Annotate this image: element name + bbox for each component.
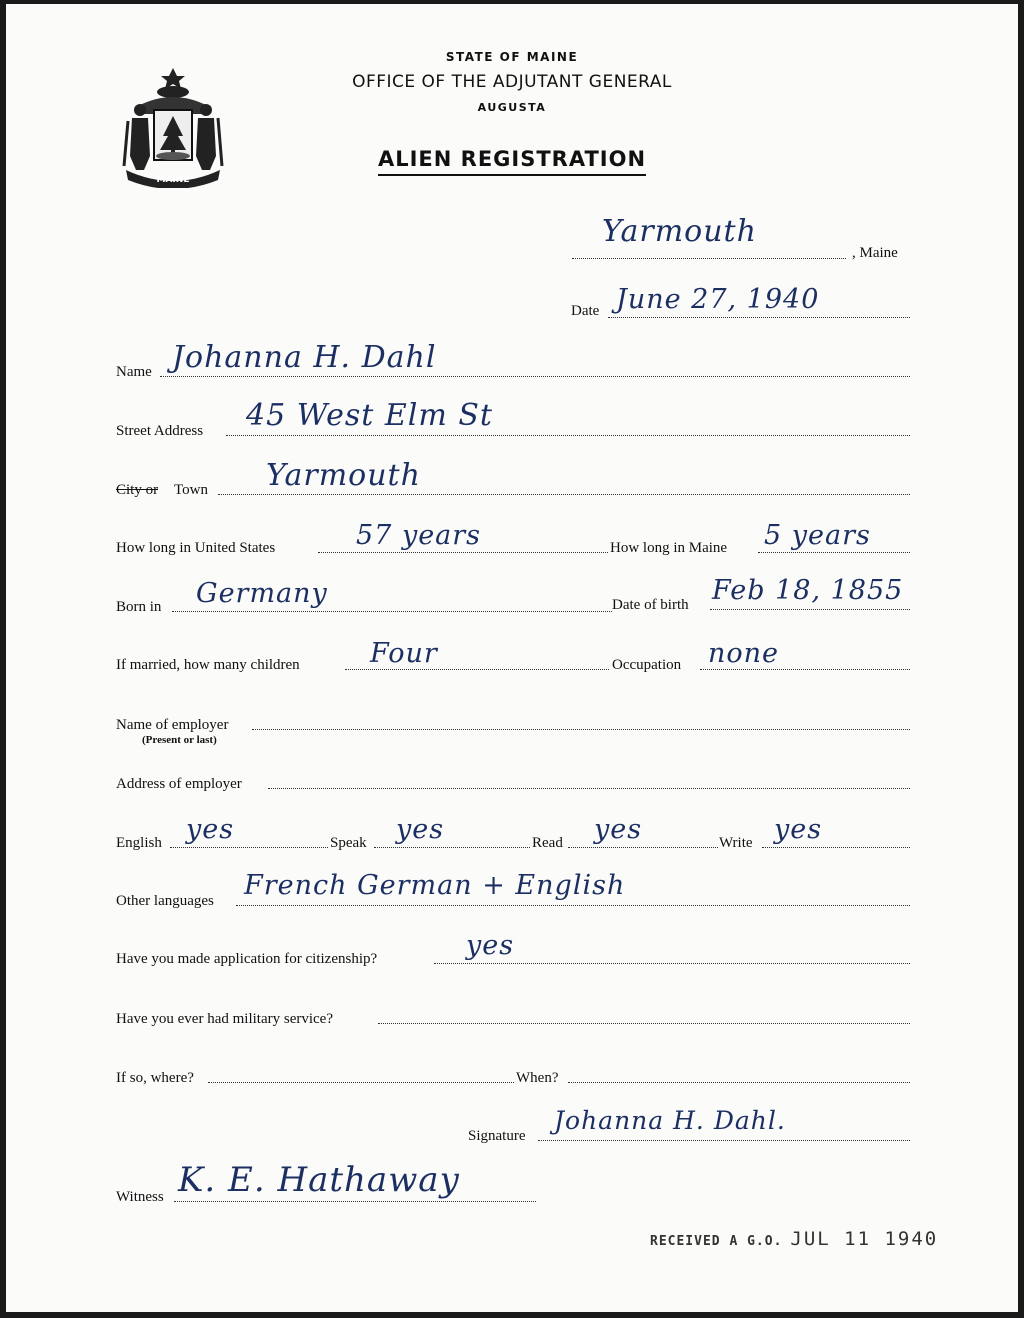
children-entry: Four bbox=[370, 638, 438, 669]
date-of-birth-line bbox=[710, 609, 910, 610]
form-title: ALIEN REGISTRATION bbox=[0, 147, 1024, 171]
where-line bbox=[208, 1082, 514, 1083]
how-long-us-line bbox=[318, 552, 608, 553]
read-line bbox=[568, 847, 718, 848]
citizenship-entry: yes bbox=[466, 930, 515, 961]
date-of-birth-entry: Feb 18, 1855 bbox=[712, 575, 904, 606]
when-line bbox=[568, 1082, 910, 1083]
children-label: If married, how many children bbox=[116, 657, 300, 673]
occupation-entry: none bbox=[708, 638, 780, 669]
street-address-label: Street Address bbox=[116, 423, 204, 439]
date-of-birth-label: Date of birth bbox=[612, 597, 689, 613]
when-label: When? bbox=[516, 1070, 559, 1086]
speak-label: Speak bbox=[330, 835, 367, 851]
other-languages-line bbox=[236, 905, 910, 906]
received-stamp-text: RECEIVED A G.O. bbox=[650, 1234, 783, 1249]
city-heading: AUGUSTA bbox=[477, 101, 547, 114]
witness-entry: K. E. Hathaway bbox=[178, 1160, 460, 1200]
where-label: If so, where? bbox=[116, 1070, 194, 1086]
witness-line bbox=[174, 1201, 536, 1202]
occupation-label: Occupation bbox=[612, 657, 682, 673]
city-label-struck: City or bbox=[116, 482, 159, 498]
witness-label: Witness bbox=[116, 1189, 164, 1205]
signature-label: Signature bbox=[468, 1128, 526, 1144]
occupation-line bbox=[700, 669, 910, 670]
received-stamp bbox=[650, 1228, 938, 1250]
citizenship-line bbox=[434, 963, 910, 964]
english-label: English bbox=[116, 835, 162, 851]
state-heading: STATE OF MAINE bbox=[445, 50, 579, 64]
born-in-line bbox=[172, 611, 612, 612]
read-label: Read bbox=[532, 835, 563, 851]
name-label: Name bbox=[116, 364, 152, 380]
employer-note: (Present or last) bbox=[142, 734, 217, 746]
write-entry: yes bbox=[774, 814, 823, 845]
military-label: Have you ever had military service? bbox=[116, 1011, 333, 1027]
town-label: Town bbox=[174, 482, 208, 498]
employer-name-line bbox=[252, 729, 910, 730]
write-line bbox=[762, 847, 910, 848]
signature-entry: Johanna H. Dahl. bbox=[554, 1106, 786, 1135]
date-line bbox=[608, 317, 910, 318]
street-address-entry: 45 West Elm St bbox=[246, 398, 493, 433]
town-line bbox=[218, 494, 910, 495]
how-long-maine-label: How long in Maine bbox=[610, 540, 728, 556]
maine-label: , Maine bbox=[852, 245, 898, 261]
town-entry: Yarmouth bbox=[266, 458, 421, 493]
years-maine-entry: 5 years bbox=[764, 520, 871, 551]
town-header-line bbox=[572, 258, 846, 259]
office-heading: OFFICE OF THE ADJUTANT GENERAL bbox=[352, 72, 672, 92]
citizenship-label: Have you made application for citizenship? bbox=[116, 951, 378, 967]
maine-state-seal bbox=[118, 66, 228, 188]
english-line bbox=[170, 847, 328, 848]
town-header-entry: Yarmouth bbox=[602, 214, 757, 249]
street-address-line bbox=[226, 435, 910, 436]
employer-name-label: Name of employer bbox=[116, 717, 229, 733]
military-line bbox=[378, 1023, 910, 1024]
how-long-maine-line bbox=[758, 552, 910, 553]
speak-entry: yes bbox=[396, 814, 445, 845]
born-in-entry: Germany bbox=[196, 578, 328, 609]
english-entry: yes bbox=[186, 814, 235, 845]
years-us-entry: 57 years bbox=[356, 520, 482, 551]
date-label: Date bbox=[571, 303, 600, 319]
employer-address-label: Address of employer bbox=[116, 776, 242, 792]
speak-line bbox=[374, 847, 530, 848]
read-entry: yes bbox=[594, 814, 643, 845]
name-entry: Johanna H. Dahl bbox=[172, 340, 437, 375]
signature-line bbox=[538, 1140, 910, 1141]
born-in-label: Born in bbox=[116, 599, 162, 615]
children-line bbox=[345, 669, 609, 670]
name-line bbox=[160, 376, 910, 377]
other-languages-entry: French German + English bbox=[244, 870, 626, 901]
employer-address-line bbox=[268, 788, 910, 789]
write-label: Write bbox=[719, 835, 753, 851]
other-languages-label: Other languages bbox=[116, 893, 214, 909]
svg-text:MAINE: MAINE bbox=[156, 175, 190, 185]
how-long-us-label: How long in United States bbox=[116, 540, 276, 556]
date-entry: June 27, 1940 bbox=[616, 284, 820, 315]
received-stamp-date: JUL 11 1940 bbox=[790, 1228, 939, 1250]
